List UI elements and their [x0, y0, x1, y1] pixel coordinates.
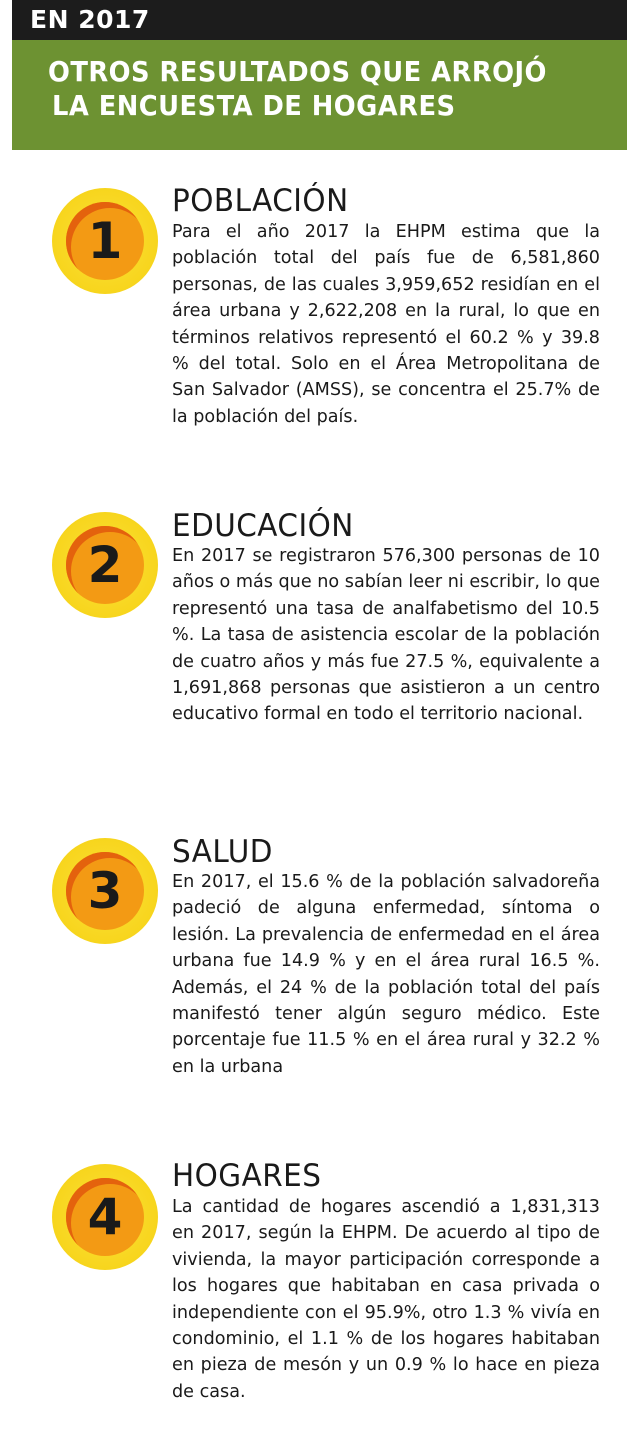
badge-inner-circle — [66, 1178, 144, 1256]
section-body: En 2017 se registraron 576,300 personas de 10 años o más que no sabían leer ni escribir, lo que representó una tasa de analfabetismo del 10.5 %. La tasa de asistencia escolar de la población de cuatro años y más fue 27.5 %, equivalente a 1,691,868 personas que asistieron a un centro educativo formal en todo el territorio nacional. — [172, 546, 600, 725]
badge-number: 4 — [87, 1188, 123, 1246]
year-tag: EN 2017 — [30, 5, 150, 34]
badge-number: 3 — [87, 862, 123, 920]
badge-inner-circle — [66, 526, 144, 604]
number-badge-2 — [52, 512, 158, 618]
section-title: HOGARES — [172, 1158, 322, 1194]
section-body: En 2017, el 15.6 % de la población salvadoreña padeció de alguna enfermedad, síntoma o lesión. La prevalencia de enfermedad en el área urbana fue 14.9 % y en el área rural 16.5 %. Además, el 24 % de la población total del país manifestó tener algún seguro médico. Este porcentaje fue 11.5 % en el área rural y 32.2 % en la urbana — [172, 872, 600, 1077]
title-banner — [12, 40, 627, 150]
banner-title-line-2: LA ENCUESTA DE HOGARES — [52, 89, 456, 122]
number-badge-3 — [52, 838, 158, 944]
badge-inner-circle — [66, 202, 144, 280]
badge-inner-circle — [66, 852, 144, 930]
section-body: La cantidad de hogares ascendió a 1,831,313 en 2017, según la EHPM. De acuerdo al tipo de vivienda, la mayor participación corresponde a los hogares que habitaban en casa privada o independiente con el 95.9%, otro 1.3 % vivía en condominio, el 1.1 % de los hogares habitaban en pieza de mesón y un 0.9 % lo hace en pieza de casa. — [172, 1197, 600, 1402]
badge-number: 2 — [87, 536, 123, 594]
banner-title-line-1: OTROS RESULTADOS QUE ARROJÓ — [48, 55, 547, 88]
number-badge-4 — [52, 1164, 158, 1270]
section-title: SALUD — [172, 834, 273, 870]
section-body: Para el año 2017 la EHPM estima que la población total del país fue de 6,581,860 personas, de las cuales 3,959,652 residían en el área urbana y 2,622,208 en la rural, lo que en términos relativos representó el 60.2 % y 39.8 % del total. Solo en el Área Metropolitana de San Salvador (AMSS), se concentra el 25.7% de la población del país. — [172, 222, 600, 427]
badge-number: 1 — [87, 212, 123, 270]
number-badge-1 — [52, 188, 158, 294]
section-title: POBLACIÓN — [172, 183, 349, 219]
section-title: EDUCACIÓN — [172, 508, 354, 544]
